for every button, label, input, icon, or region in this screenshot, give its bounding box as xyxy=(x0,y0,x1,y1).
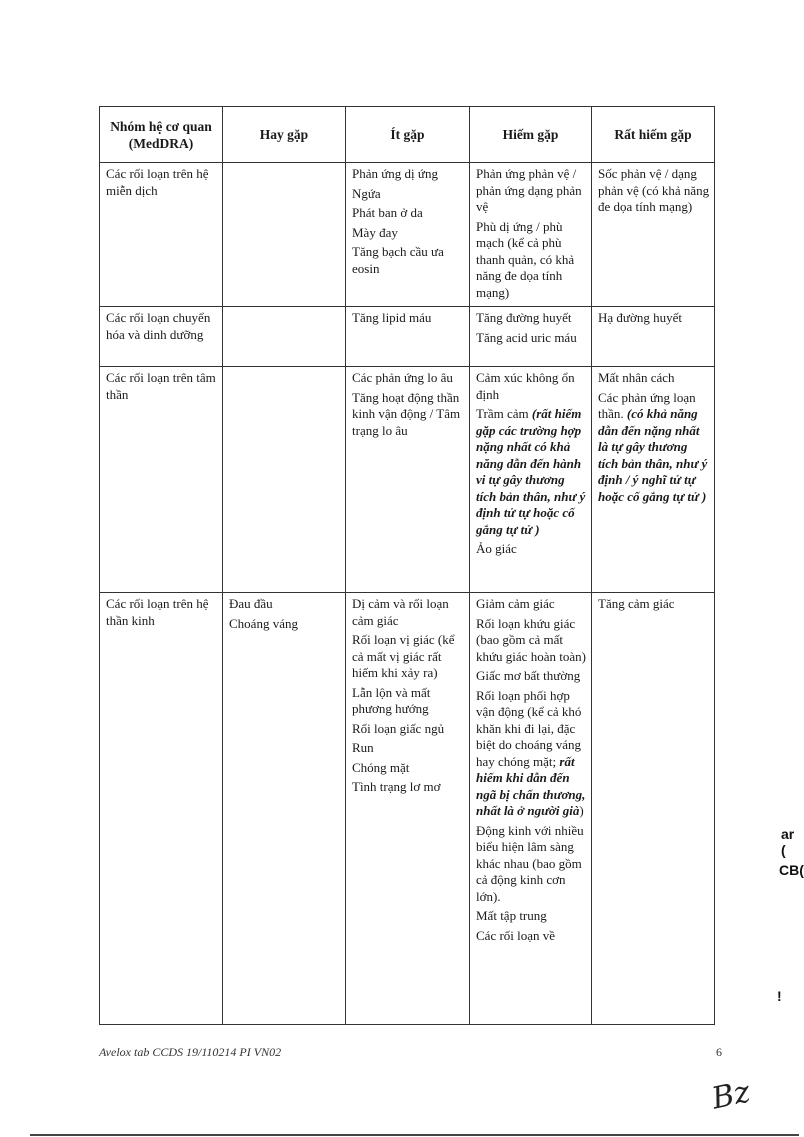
item-text: Các phản ứng loạn thần. xyxy=(598,389,696,421)
list-item: Động kinh với nhiều biểu hiện lâm sàng khác nhau (bao gồm cả động kinh cơn lớn). xyxy=(476,822,584,904)
very-rare-cell xyxy=(592,367,715,593)
common-cell xyxy=(223,367,346,593)
very-rare-cell xyxy=(592,307,715,367)
organ-class-cell: Các rối loạn trên tâm thần xyxy=(100,367,223,593)
header-uncommon: Ít gặp xyxy=(346,107,470,163)
page-number: 6 xyxy=(716,1045,722,1059)
list-item: Hạ đường huyết xyxy=(598,310,682,325)
list-item: Tăng đường huyết xyxy=(476,310,572,325)
rare-cell xyxy=(470,307,592,367)
common-cell xyxy=(223,307,346,367)
very-rare-cell xyxy=(592,593,715,1025)
uncommon-cell xyxy=(346,163,470,307)
list-item: Cảm xúc không ổn định xyxy=(476,370,575,402)
document-code: Avelox tab CCDS 19/110214 PI VN02 xyxy=(99,1045,282,1059)
organ-class-cell: Các rối loạn chuyển hóa và dinh dưỡng xyxy=(100,307,223,367)
list-item: Tăng cảm giác xyxy=(598,596,675,611)
item-text: ) xyxy=(579,803,584,818)
uncommon-cell xyxy=(346,367,470,593)
list-item: Chóng mặt xyxy=(352,759,410,775)
rare-cell xyxy=(470,593,592,1025)
emphasis-note: (có khả năng dẫn đến nặng nhất là tự gây thương tích bản thân, như ý định / ý nghĩ tử tự hoặc cố gắng tự tử ) xyxy=(598,406,708,504)
list-item: Phát ban ở da xyxy=(352,205,423,220)
table-row xyxy=(100,307,715,367)
table-row xyxy=(100,163,715,307)
common-cell xyxy=(223,163,346,307)
table-row xyxy=(100,593,715,1025)
very-rare-cell xyxy=(592,163,715,307)
rare-cell xyxy=(470,367,592,593)
emphasis-note: rất hiếm khi dẫn đến ngã bị chấn thương, nhất là ở người già xyxy=(476,753,586,818)
margin-fragment-text: ar ( xyxy=(781,826,795,858)
list-item: Các phản ứng lo âu xyxy=(352,370,453,385)
rare-cell xyxy=(470,163,592,307)
list-item: Ngứa xyxy=(352,185,381,201)
adverse-effects-table xyxy=(99,106,715,1025)
header-very-rare: Rất hiếm gặp xyxy=(592,107,715,163)
list-item: Các rối loạn về xyxy=(476,927,556,943)
margin-fragment-text: ! xyxy=(777,988,782,1004)
list-item xyxy=(476,688,587,820)
uncommon-cell xyxy=(346,307,470,367)
list-item: Choáng váng xyxy=(229,615,298,631)
list-item: Phản ứng phản vệ / phản ứng dạng phản vệ xyxy=(476,166,582,214)
list-item: Dị cảm và rối loạn cảm giác xyxy=(352,596,449,628)
item-text: Trầm cảm xyxy=(476,406,532,421)
list-item: Giấc mơ bất thường xyxy=(476,668,581,683)
list-item: Phù dị ứng / phù mạch (kể cả phù thanh quản, có khả năng đe dọa tính mạng) xyxy=(476,218,575,300)
list-item: Rối loạn vị giác (kể cả mất vị giác rất hiếm khi xảy ra) xyxy=(352,632,455,680)
item-text: Rối loạn phối hợp vận động (kể cả khó khăn khi đi lại, đặc biệt do choáng váng hay chóng mặt; xyxy=(476,687,582,769)
list-item: Tăng lipid máu xyxy=(352,310,432,325)
list-item: Rối loạn khứu giác (bao gồm cả mất khứu giác hoàn toàn) xyxy=(476,615,586,664)
list-item: Rối loạn giấc ngủ xyxy=(352,720,445,736)
common-cell xyxy=(223,593,346,1025)
header-rare: Hiếm gặp xyxy=(470,107,592,163)
header-common: Hay gặp xyxy=(223,107,346,163)
organ-class-cell: Các rối loạn trên hệ thần kinh xyxy=(100,593,223,1025)
list-item: Mất tập trung xyxy=(476,908,547,923)
list-item: Tăng acid uric máu xyxy=(476,329,577,345)
margin-fragment-text: CB( xyxy=(779,862,804,878)
table-row xyxy=(100,367,715,593)
uncommon-cell xyxy=(346,593,470,1025)
list-item: Mất nhân cách xyxy=(598,370,675,385)
handwritten-initials: Bz xyxy=(708,1074,754,1117)
emphasis-note: (rất hiếm gặp các trường hợp nặng nhất có khả năng dẫn đến hành vi tự gây thương tích bản thân, như ý định tử tự hoặc cố gắng tự tử ) xyxy=(476,406,586,537)
list-item xyxy=(598,390,710,506)
list-item: Đau đầu xyxy=(229,596,273,611)
organ-class-cell: Các rối loạn trên hệ miễn dịch xyxy=(100,163,223,307)
list-item: Giảm cảm giác xyxy=(476,596,555,611)
list-item: Sốc phản vệ / dạng phản vệ (có khả năng đe dọa tính mạng) xyxy=(598,166,710,214)
list-item xyxy=(476,406,587,538)
list-item: Mày đay xyxy=(352,224,398,240)
list-item: Lẫn lộn và mất phương hướng xyxy=(352,684,431,716)
list-item: Tăng bạch cầu ưa eosin xyxy=(352,244,444,276)
bottom-divider xyxy=(30,1134,799,1136)
header-organ-class: Nhóm hệ cơ quan (MedDRA) xyxy=(100,107,223,163)
list-item: Tăng hoạt động thần kinh vận động / Tâm trạng lo âu xyxy=(352,389,461,438)
list-item: Phản ứng dị ứng xyxy=(352,166,438,181)
list-item: Run xyxy=(352,740,374,755)
list-item: Tình trạng lơ mơ xyxy=(352,779,441,794)
list-item: Ảo giác xyxy=(476,541,517,556)
table-header-row xyxy=(100,107,715,163)
